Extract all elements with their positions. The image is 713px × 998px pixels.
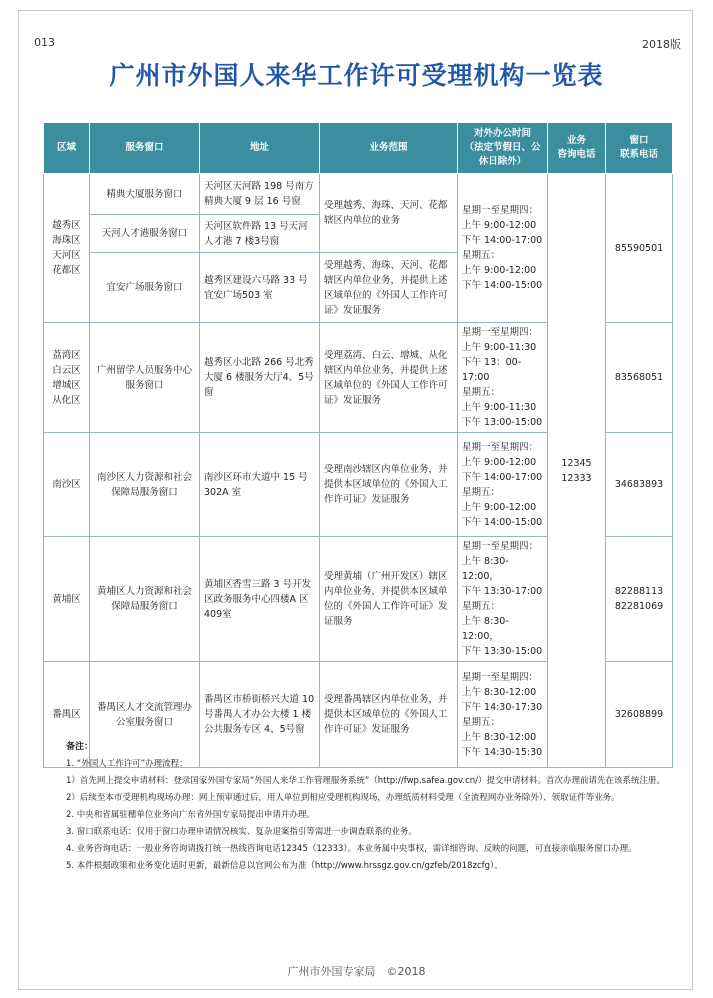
notes-heading: 备注： [66,742,94,752]
window-cell: 番禺区人才交流管理办公室服务窗口 [90,662,200,768]
page-footer: 广州市外国专家局 ©2018 [287,965,426,978]
address-cell: 越秀区建设六马路 33 号宜安广场503 室 [200,253,320,323]
note-item: 4. 业务咨询电话：一般业务咨询请拨打统一热线咨询电话12345（12333）。本业务属中央事权，需详细咨询、反映的问题，可直接亲临服务窗口办理。 [66,844,637,854]
header-cell: 业务 咨询电话 [548,123,606,174]
notes-section [66,740,666,874]
window-cell: 黄埔区人力资源和社会保障局服务窗口 [90,537,200,662]
page-title: 广州市外国人来华工作许可受理机构一览表 [109,61,604,90]
address-cell: 天河区软件路 13 号天河人才港 7 楼3号窗 [200,215,320,253]
hours-cell: 星期一至星期四： 上午 9:00-12:00 下午 14:00-17:00 星期五： 上午 9:00-12:00 下午 14:00-15:00 [458,174,548,323]
scope-cell: 受理番禺辖区内单位业务，并提供本区域单位的《外国人工作许可证》发证服务 [320,662,458,768]
table-row [44,174,673,215]
address-cell: 南沙区环市大道中 15 号302A 室 [200,433,320,537]
region-cell: 番禺区 [44,662,90,768]
note-item: 5. 本件根据政策和业务变化适时更新，最新信息以官网公布为准（http://www.hrssgz.gov.cn/gzfeb/2018zcfg）。 [66,861,503,871]
hours-cell: 星期一至星期四： 上午 9:00-11:30 下午 13：00-17:00 星期五： 上午 9:00-11:30 下午 13:00-15:00 [458,323,548,433]
hours-cell: 星期一至星期四： 上午 8:30-12:00， 下午 13:30-17:00 星期五： 上午 8:30-12:00， 下午 13:30-15:00 [458,537,548,662]
header-cell: 业务范围 [320,123,458,174]
window-cell: 天河人才港服务窗口 [90,215,200,253]
phone-cell: 83568051 [606,323,673,433]
scope-cell: 受理南沙辖区内单位业务，并提供本区域单位的《外国人工作许可证》发证服务 [320,433,458,537]
page-number: 013 [34,36,55,49]
scope-cell: 受理荔湾、白云、增城、从化辖区内单位业务，并提供上述区域单位的《外国人工作许可证》发证服务 [320,323,458,433]
edition-label: 2018版 [642,38,681,51]
region-cell: 南沙区 [44,433,90,537]
window-cell: 南沙区人力资源和社会保障局服务窗口 [90,433,200,537]
header-cell: 对外办公时间 （法定节假日、公休日除外） [458,123,548,174]
scope-cell: 受理黄埔（广州开发区）辖区内单位业务，并提供本区域单位的《外国人工作许可证》发证服务 [320,537,458,662]
address-cell: 越秀区小北路 266 号北秀大厦 6 楼服务大厅4、5号窗 [200,323,320,433]
scope-cell: 受理越秀、海珠、天河、花都辖区内单位业务，并提供上述区域单位的《外国人工作许可证》发证服务 [320,253,458,323]
header-cell: 窗口 联系电话 [606,123,673,174]
region-cell: 越秀区 海珠区 天河区 花都区 [44,174,90,323]
header-cell: 区域 [44,123,90,174]
phone-cell: 34683893 [606,433,673,537]
hours-cell: 星期一至星期四： 上午 9:00-12:00 下午 14:00-17:00 星期五： 上午 9:00-12:00 下午 14:00-15:00 [458,433,548,537]
agency-table [43,122,673,768]
region-cell: 黄埔区 [44,537,90,662]
phone-cell: 82288113 82281069 [606,537,673,662]
window-cell: 广州留学人员服务中心服务窗口 [90,323,200,433]
note-item: 1）首先网上提交申请材料：登录国家外国专家局“外国人来华工作管理服务系统”（http://fwp.safea.gov.cn/）提交申请材料。首次办理前请先在该系统注册。 [66,776,666,786]
region-cell: 荔湾区 白云区 增城区 从化区 [44,323,90,433]
note-item: 3. 窗口联系电话：仅用于窗口办理申请情况核实、复杂退案指引等需进一步调查联系的业务。 [66,827,417,837]
note-item: 2）后续至本市受理机构现场办理：网上预审通过后，用人单位到相应受理机构现场，办理纸质材料受理（全流程网办业务除外）、领取证件等业务。 [66,793,620,803]
consult-phone-cell: 12345 12333 [548,174,606,768]
note-item: 1. “外国人工作许可”办理流程： [66,759,188,769]
header-cell: 地址 [200,123,320,174]
window-cell: 精典大厦服务窗口 [90,174,200,215]
scope-cell: 受理越秀、海珠、天河、花都辖区内单位的业务 [320,174,458,253]
phone-cell: 32608899 [606,662,673,768]
address-cell: 番禺区市桥街桥兴大道 10 号番禺人才办公大楼 1 楼公共服务专区 4、5号窗 [200,662,320,768]
hours-cell: 星期一至星期四： 上午 8:30-12:00 下午 14:30-17:30 星期五： 上午 8:30-12:00 下午 14:30-15:30 [458,662,548,768]
phone-cell: 85590501 [606,174,673,323]
address-cell: 黄埔区香雪三路 3 号开发区政务服务中心四楼A 区 409室 [200,537,320,662]
table-header-row [44,123,673,174]
window-cell: 宜安广场服务窗口 [90,253,200,323]
header-cell: 服务窗口 [90,123,200,174]
address-cell: 天河区天河路 198 号南方精典大厦 9 层 16 号窗 [200,174,320,215]
note-item: 2. 中央和省属驻穗单位业务向广东省外国专家局提出申请并办理。 [66,810,315,820]
